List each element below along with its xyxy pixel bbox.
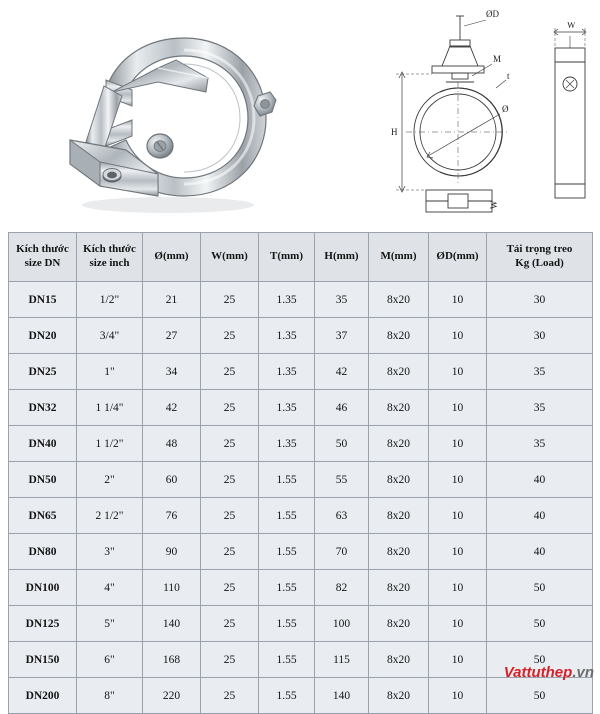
- table-row: [9, 534, 593, 570]
- table-row: [9, 318, 593, 354]
- cell-od: 10: [429, 318, 487, 354]
- cell-size-dn: DN15: [9, 282, 77, 318]
- cell-od: 10: [429, 426, 487, 462]
- cell-thickness: 1.55: [259, 606, 315, 642]
- table-row: [9, 570, 593, 606]
- table-row: [9, 282, 593, 318]
- col-header-size-inch-l2: size inch: [89, 257, 130, 269]
- label-w-front: W: [489, 200, 499, 209]
- cell-size-inch: 1 1/2": [77, 426, 143, 462]
- label-h: H: [391, 127, 398, 137]
- cell-diameter: 60: [143, 462, 201, 498]
- cell-load: 50: [487, 606, 593, 642]
- cell-m: 8x20: [369, 498, 429, 534]
- cell-size-inch: 1/2": [77, 282, 143, 318]
- cell-m: 8x20: [369, 570, 429, 606]
- watermark-tld: .vn: [572, 664, 594, 681]
- cell-size-inch: 1 1/4": [77, 390, 143, 426]
- cell-thickness: 1.55: [259, 678, 315, 714]
- cell-size-dn: DN50: [9, 462, 77, 498]
- cell-load: 40: [487, 462, 593, 498]
- col-header-load-l1: Tải trọng treo: [506, 243, 573, 256]
- spec-table-container: [8, 232, 592, 714]
- cell-m: 8x20: [369, 390, 429, 426]
- cell-load: 40: [487, 534, 593, 570]
- cell-size-dn: DN100: [9, 570, 77, 606]
- label-phi: Ø: [502, 104, 509, 114]
- cell-diameter: 90: [143, 534, 201, 570]
- cell-load: 50: [487, 642, 593, 678]
- cell-od: 10: [429, 642, 487, 678]
- cell-od: 10: [429, 462, 487, 498]
- cell-height: 50: [315, 426, 369, 462]
- col-header-size-dn-l2: size DN: [24, 257, 61, 269]
- cell-od: 10: [429, 606, 487, 642]
- cell-width: 25: [201, 642, 259, 678]
- cell-size-inch: 2": [77, 462, 143, 498]
- cell-thickness: 1.35: [259, 426, 315, 462]
- col-header-m: M(mm): [369, 233, 429, 282]
- cell-load: 30: [487, 318, 593, 354]
- cell-od: 10: [429, 354, 487, 390]
- technical-drawing-front: [380, 4, 540, 226]
- cell-diameter: 220: [143, 678, 201, 714]
- col-header-size-inch-l1: Kích thước: [83, 243, 136, 256]
- cell-od: 10: [429, 678, 487, 714]
- cell-diameter: 21: [143, 282, 201, 318]
- cell-width: 25: [201, 678, 259, 714]
- cell-height: 42: [315, 354, 369, 390]
- cell-load: 50: [487, 570, 593, 606]
- label-od: ØD: [486, 9, 499, 19]
- cell-diameter: 42: [143, 390, 201, 426]
- table-row: [9, 390, 593, 426]
- col-header-load-l2: Kg (Load): [515, 257, 564, 269]
- cell-diameter: 76: [143, 498, 201, 534]
- cell-size-inch: 5": [77, 606, 143, 642]
- cell-load: 35: [487, 426, 593, 462]
- table-row: [9, 498, 593, 534]
- cell-height: 100: [315, 606, 369, 642]
- label-w-side: W: [567, 22, 576, 30]
- cell-m: 8x20: [369, 318, 429, 354]
- table-row: [9, 462, 593, 498]
- cell-od: 10: [429, 498, 487, 534]
- col-header-thickness: T(mm): [259, 233, 315, 282]
- col-header-size-dn-l1: Kích thước: [16, 243, 69, 256]
- cell-load: 30: [487, 282, 593, 318]
- col-header-size-dn: [9, 233, 77, 282]
- cell-m: 8x20: [369, 426, 429, 462]
- cell-height: 63: [315, 498, 369, 534]
- cell-height: 37: [315, 318, 369, 354]
- cell-diameter: 168: [143, 642, 201, 678]
- cell-diameter: 110: [143, 570, 201, 606]
- cell-size-inch: 1": [77, 354, 143, 390]
- cell-m: 8x20: [369, 678, 429, 714]
- cell-m: 8x20: [369, 642, 429, 678]
- cell-height: 140: [315, 678, 369, 714]
- illustration-area: [0, 0, 600, 228]
- col-header-width: W(mm): [201, 233, 259, 282]
- cell-m: 8x20: [369, 534, 429, 570]
- cell-diameter: 140: [143, 606, 201, 642]
- cell-width: 25: [201, 318, 259, 354]
- table-body: [9, 282, 593, 714]
- cell-thickness: 1.55: [259, 534, 315, 570]
- cell-thickness: 1.55: [259, 570, 315, 606]
- label-t: t: [507, 71, 510, 81]
- table-row: [9, 426, 593, 462]
- col-header-height: H(mm): [315, 233, 369, 282]
- cell-od: 10: [429, 534, 487, 570]
- cell-height: 35: [315, 282, 369, 318]
- cell-thickness: 1.55: [259, 642, 315, 678]
- cell-size-dn: DN20: [9, 318, 77, 354]
- cell-width: 25: [201, 426, 259, 462]
- cell-load: 35: [487, 390, 593, 426]
- site-watermark: [504, 664, 594, 681]
- table-header-row: [9, 233, 593, 282]
- table-row: [9, 606, 593, 642]
- cell-size-dn: DN32: [9, 390, 77, 426]
- cell-width: 25: [201, 390, 259, 426]
- cell-size-inch: 3/4": [77, 318, 143, 354]
- col-header-size-inch: [77, 233, 143, 282]
- cell-diameter: 27: [143, 318, 201, 354]
- cell-thickness: 1.35: [259, 390, 315, 426]
- cell-od: 10: [429, 282, 487, 318]
- watermark-brand: Vattuthep: [503, 664, 573, 681]
- cell-size-dn: DN200: [9, 678, 77, 714]
- cell-m: 8x20: [369, 354, 429, 390]
- cell-size-dn: DN40: [9, 426, 77, 462]
- cell-load: 35: [487, 354, 593, 390]
- cell-thickness: 1.35: [259, 318, 315, 354]
- cell-size-inch: 2 1/2": [77, 498, 143, 534]
- clamp-photo: [0, 0, 380, 228]
- technical-drawing-side: [545, 22, 595, 212]
- cell-od: 10: [429, 570, 487, 606]
- cell-width: 25: [201, 354, 259, 390]
- cell-size-dn: DN80: [9, 534, 77, 570]
- cell-height: 115: [315, 642, 369, 678]
- cell-size-dn: DN125: [9, 606, 77, 642]
- cell-size-inch: 6": [77, 642, 143, 678]
- cell-diameter: 34: [143, 354, 201, 390]
- cell-height: 55: [315, 462, 369, 498]
- cell-thickness: 1.35: [259, 354, 315, 390]
- cell-width: 25: [201, 570, 259, 606]
- col-header-diameter: Ø(mm): [143, 233, 201, 282]
- col-header-load: [487, 233, 593, 282]
- cell-size-dn: DN65: [9, 498, 77, 534]
- cell-height: 46: [315, 390, 369, 426]
- spec-table: [8, 232, 593, 714]
- cell-size-inch: 4": [77, 570, 143, 606]
- col-header-od: ØD(mm): [429, 233, 487, 282]
- cell-thickness: 1.35: [259, 282, 315, 318]
- cell-m: 8x20: [369, 282, 429, 318]
- cell-height: 82: [315, 570, 369, 606]
- cell-thickness: 1.55: [259, 498, 315, 534]
- table-row: [9, 354, 593, 390]
- cell-size-inch: 8": [77, 678, 143, 714]
- cell-diameter: 48: [143, 426, 201, 462]
- cell-width: 25: [201, 498, 259, 534]
- cell-thickness: 1.55: [259, 462, 315, 498]
- cell-size-inch: 3": [77, 534, 143, 570]
- cell-od: 10: [429, 390, 487, 426]
- cell-size-dn: DN25: [9, 354, 77, 390]
- cell-width: 25: [201, 534, 259, 570]
- cell-load: 50: [487, 678, 593, 714]
- label-m: M: [493, 54, 502, 64]
- cell-m: 8x20: [369, 606, 429, 642]
- cell-height: 70: [315, 534, 369, 570]
- cell-size-dn: DN150: [9, 642, 77, 678]
- cell-m: 8x20: [369, 462, 429, 498]
- cell-load: 40: [487, 498, 593, 534]
- cell-width: 25: [201, 462, 259, 498]
- cell-width: 25: [201, 282, 259, 318]
- cell-width: 25: [201, 606, 259, 642]
